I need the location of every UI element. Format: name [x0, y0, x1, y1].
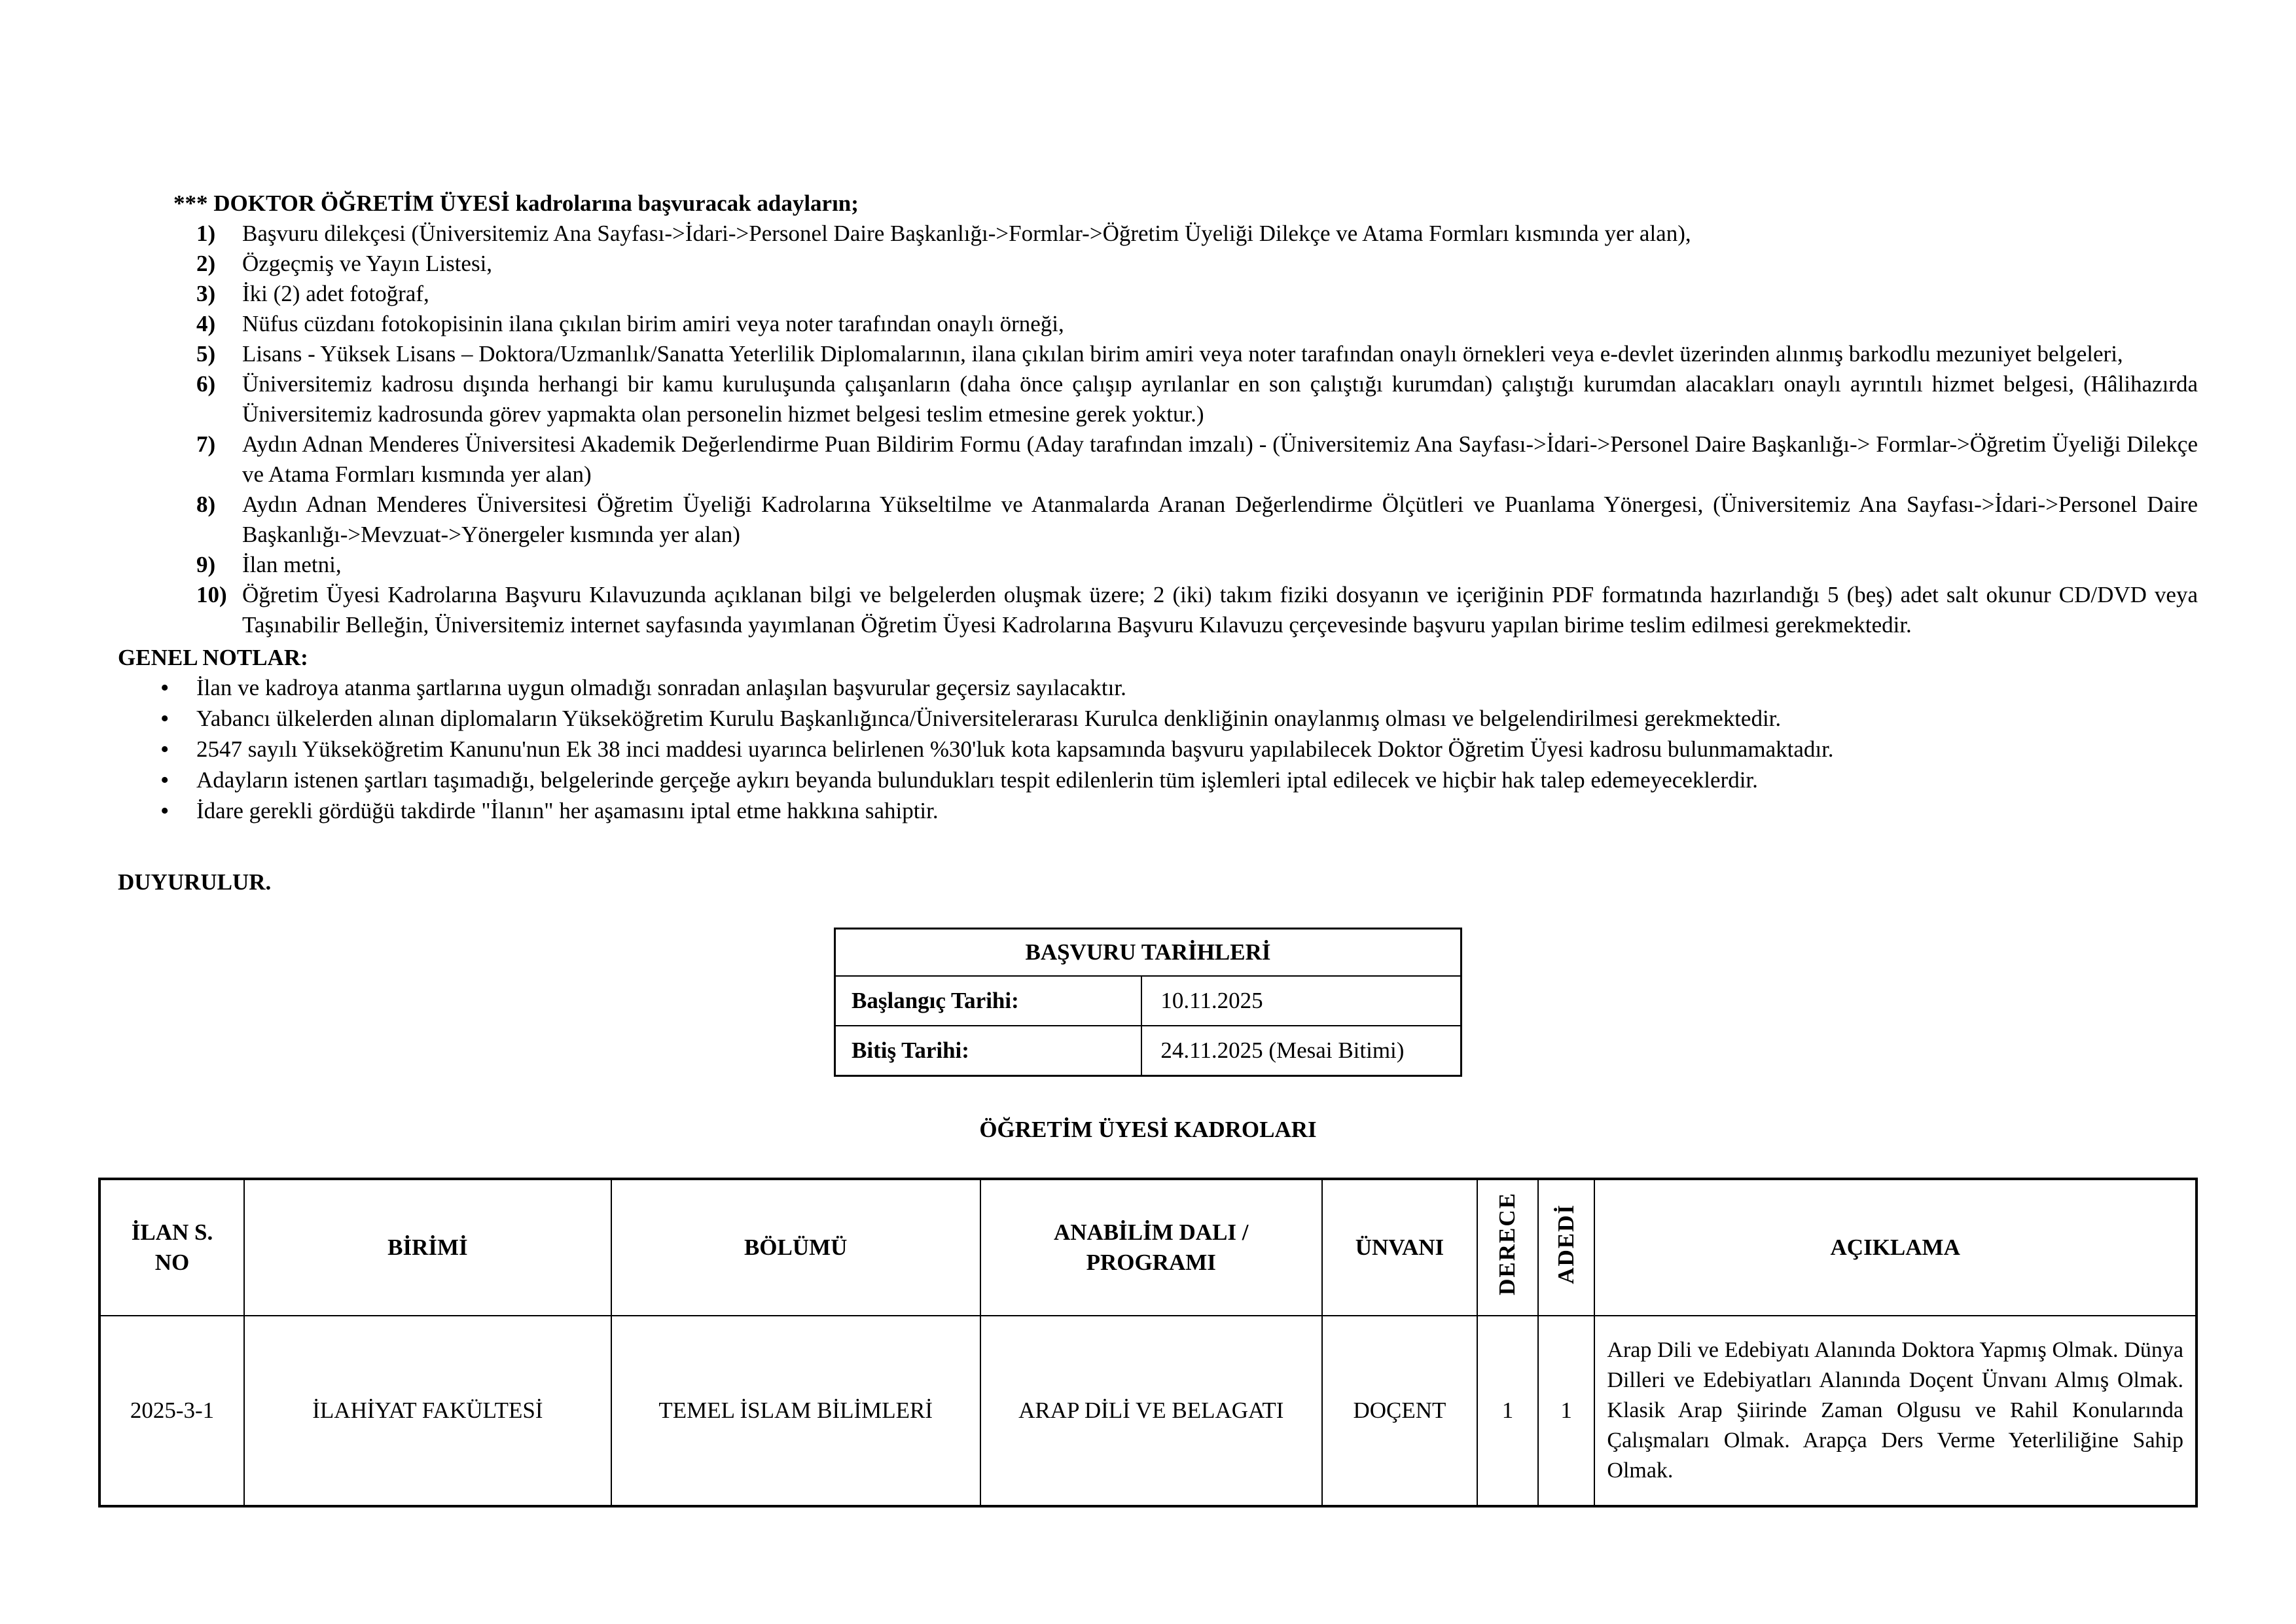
item-number: 8) — [196, 492, 216, 517]
cell-bolumu: TEMEL İSLAM BİLİMLERİ — [611, 1316, 980, 1506]
item-text: Aydın Adnan Menderes Üniversitesi Öğretim Üyeliği Kadrolarına Yükseltilme ve Atanmalarda Aranan Değerlendirme Ölçütleri ve Puanlama Yönergesi, (Üniversitemiz Ana Sayfası->İdari->Personel Daire Başkanlığı->Mevzuat->Yönergeler kısmında yer alan) — [242, 492, 2198, 547]
general-notes-title: GENEL NOTLAR: — [118, 645, 308, 670]
numbered-item — [196, 279, 2198, 309]
item-text: Lisans - Yüksek Lisans – Doktora/Uzmanlık/Sanatta Yeterlilik Diplomalarının, ilana çıkılan birim amiri veya noter tarafından onaylı örnekleri veya e-devlet üzerinden alınmış barkodlu mezuniyet belgeleri, — [242, 341, 2123, 367]
cell-anabilim-dali: ARAP DİLİ VE BELAGATI — [980, 1316, 1322, 1506]
item-number: 9) — [196, 552, 216, 577]
column-header-bolumu: BÖLÜMÜ — [611, 1179, 980, 1316]
column-header-anabilim-dali: ANABİLİM DALI / PROGRAMI — [980, 1179, 1322, 1316]
column-header-derece — [1477, 1179, 1538, 1316]
doctor-ogretim-uyesi-heading: *** DOKTOR ÖĞRETİM ÜYESİ kadrolarına başvuracak adayların; — [173, 190, 859, 216]
note-item — [160, 796, 2178, 827]
vertical-header-text: DERECE — [1494, 1192, 1520, 1295]
bullet-icon — [160, 765, 196, 796]
note-text: Yabancı ülkelerden alınan diplomaların Yükseköğretim Kurulu Başkanlığınca/Üniversitelerarası Kurulca denkliğinin onaylanmış olması ve belgelendirilmesi gerekmektedir. — [196, 706, 1782, 731]
start-date-value: 10.11.2025 — [1141, 976, 1461, 1026]
column-header-unvani: ÜNVANI — [1322, 1179, 1477, 1316]
item-text: Özgeçmiş ve Yayın Listesi, — [242, 251, 493, 276]
item-text: Başvuru dilekçesi (Üniversitemiz Ana Sayfası->İdari->Personel Daire Başkanlığı->Formlar->Öğretim Üyeliği Dilekçe ve Atama Formları kısmında yer alan), — [242, 221, 1691, 246]
note-item — [160, 734, 2178, 765]
end-date-value: 24.11.2025 (Mesai Bitimi) — [1141, 1026, 1461, 1076]
numbered-item — [196, 550, 2198, 580]
numbered-item — [196, 219, 2198, 249]
note-text: İlan ve kadroya atanma şartlarına uygun olmadığı sonradan anlaşılan başvurular geçersiz sayılacaktır. — [196, 675, 1126, 700]
item-text: İlan metni, — [242, 552, 342, 577]
numbered-item — [196, 429, 2198, 490]
note-item — [160, 673, 2178, 704]
bullet-icon — [160, 673, 196, 704]
table-row — [835, 976, 1462, 1026]
item-number: 5) — [196, 341, 216, 367]
item-text: Aydın Adnan Menderes Üniversitesi Akademik Değerlendirme Puan Bildirim Formu (Aday tarafından imzalı) - (Üniversitemiz Ana Sayfası->İdari->Personel Daire Başkanlığı-> Formlar->Öğretim Üyeliği Dilekçe ve Atama Formları kısmında yer alan) — [242, 431, 2198, 487]
item-text: İki (2) adet fotoğraf, — [242, 281, 429, 306]
note-text: İdare gerekli gördüğü takdirde "İlanın" her aşamasını iptal etme hakkına sahiptir. — [196, 798, 939, 823]
column-header-ilan-no: İLAN S. NO — [99, 1179, 244, 1316]
numbered-item — [196, 309, 2198, 339]
item-number: 3) — [196, 281, 216, 306]
announcement-text: DUYURULUR. — [118, 869, 272, 895]
end-date-label: Bitiş Tarihi: — [835, 1026, 1142, 1076]
note-item — [160, 704, 2178, 734]
numbered-item — [196, 580, 2198, 640]
cell-derece: 1 — [1477, 1316, 1538, 1506]
vertical-header-text: ADEDİ — [1553, 1203, 1579, 1284]
column-header-aciklama: AÇIKLAMA — [1594, 1179, 2197, 1316]
item-number: 2) — [196, 251, 216, 276]
item-number: 10) — [196, 582, 227, 607]
item-number: 6) — [196, 371, 216, 397]
dates-table-title: BAŞVURU TARİHLERİ — [835, 929, 1462, 977]
item-number: 1) — [196, 221, 216, 246]
bullet-icon — [160, 704, 196, 734]
item-number: 7) — [196, 431, 216, 457]
faculty-positions-table — [98, 1178, 2198, 1507]
table-row — [99, 1316, 2197, 1506]
cell-ilan-no: 2025-3-1 — [99, 1316, 244, 1506]
numbered-item — [196, 339, 2198, 369]
general-notes-list — [160, 673, 2178, 827]
cell-aciklama: Arap Dili ve Edebiyatı Alanında Doktora Yapmış Olmak. Dünya Dilleri ve Edebiyatları Alanında Doçent Ünvanı Almış Olmak. Klasik Arap Şiirinde Zaman Olgusu ve Rahil Konularında Çalışmaları Olmak. Arapça Ders Verme Yeterliliğine Sahip Olmak. — [1594, 1316, 2197, 1506]
bullet-icon — [160, 796, 196, 827]
cell-adedi: 1 — [1538, 1316, 1595, 1506]
item-text: Nüfus cüzdanı fotokopisinin ilana çıkılan birim amiri veya noter tarafından onaylı örneği, — [242, 311, 1064, 336]
cell-unvani: DOÇENT — [1322, 1316, 1477, 1506]
cell-birimi: İLAHİYAT FAKÜLTESİ — [244, 1316, 611, 1506]
numbered-item — [196, 249, 2198, 279]
application-dates-table — [834, 928, 1462, 1077]
numbered-item — [196, 490, 2198, 550]
note-item — [160, 765, 2178, 796]
item-text: Üniversitemiz kadrosu dışında herhangi bir kamu kuruluşunda çalışanların (daha önce çalışıp ayrılanlar en son çalıştığı kurumdan) çalıştığı kurumdan alacakları onaylı ayrıntılı hizmet belgesi, (Hâlihazırda Üniversitemiz kadrosunda görev yapmakta olan personelin hizmet belgesi teslim etmesine gerek yoktur.) — [242, 371, 2198, 427]
table-row — [835, 929, 1462, 977]
item-number: 4) — [196, 311, 216, 336]
column-header-birimi: BİRİMİ — [244, 1179, 611, 1316]
positions-table-title: ÖĞRETİM ÜYESİ KADROLARI — [979, 1117, 1317, 1142]
note-text: 2547 sayılı Yükseköğretim Kanunu'nun Ek 38 inci maddesi uyarınca belirlenen %30'luk kota kapsamında başvuru yapılabilecek Doktor Öğretim Üyesi kadrosu bulunmamaktadır. — [196, 736, 1834, 762]
table-header-row — [99, 1179, 2197, 1316]
table-row — [835, 1026, 1462, 1076]
application-documents-list — [196, 219, 2198, 640]
item-text: Öğretim Üyesi Kadrolarına Başvuru Kılavuzunda açıklanan bilgi ve belgelerden oluşmak üzere; 2 (iki) takım fiziki dosyanın ve içeriğinin PDF formatında hazırlandığı 5 (beş) adet salt okunur CD/DVD veya Taşınabilir Belleğin, Üniversitemiz internet sayfasında yayımlanan Öğretim Üyesi Kadrolarına Başvuru Kılavuzu çerçevesinde başvuru yapılan birime teslim edilmesi gerekmektedir. — [242, 582, 2198, 638]
numbered-item — [196, 369, 2198, 429]
note-text: Adayların istenen şartları taşımadığı, belgelerinde gerçeğe aykırı beyanda bulundukları tespit edilenlerin tüm işlemleri iptal edilecek ve hiçbir hak talep edemeyeceklerdir. — [196, 767, 1758, 793]
start-date-label: Başlangıç Tarihi: — [835, 976, 1142, 1026]
column-header-adedi — [1538, 1179, 1595, 1316]
bullet-icon — [160, 734, 196, 765]
